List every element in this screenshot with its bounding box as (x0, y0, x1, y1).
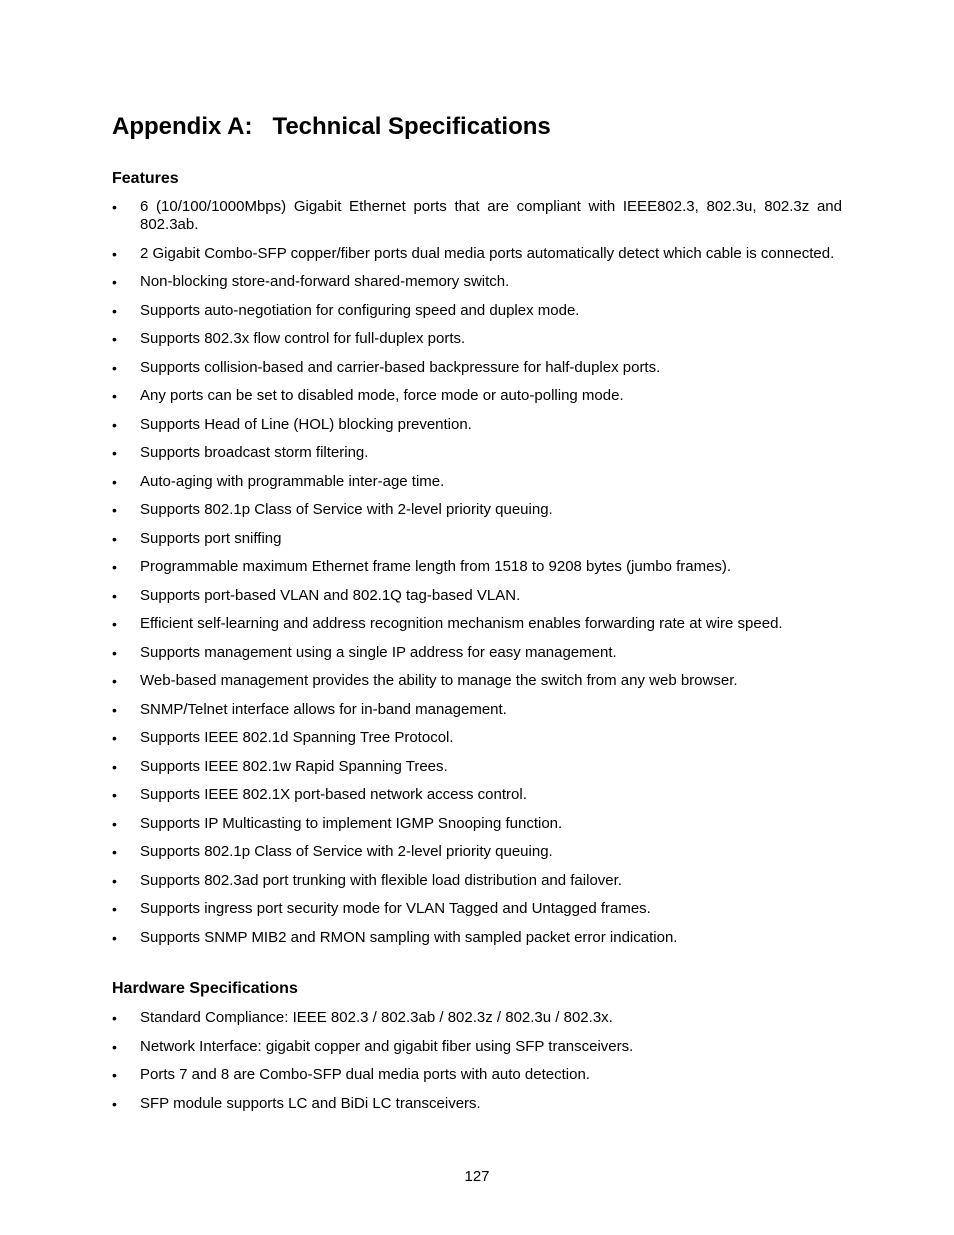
feature-item: • Supports Head of Line (HOL) blocking prevention. (112, 416, 842, 434)
feature-item: • Programmable maximum Ethernet frame length from 1518 to 9208 bytes (jumbo frames). (112, 558, 842, 576)
feature-item: • SNMP/Telnet interface allows for in-band management. (112, 701, 842, 719)
feature-item: • Supports 802.1p Class of Service with 2-level priority queuing. (112, 501, 842, 519)
feature-item: • Supports broadcast storm filtering. (112, 444, 842, 462)
feature-item: • 2 Gigabit Combo-SFP copper/fiber ports dual media ports automatically detect which cable is connected. (112, 245, 842, 263)
feature-item: • Auto-aging with programmable inter-age time. (112, 473, 842, 491)
feature-item: • Supports collision-based and carrier-based backpressure for half-duplex ports. (112, 359, 842, 377)
feature-item: • Supports port-based VLAN and 802.1Q tag-based VLAN. (112, 587, 842, 605)
feature-item: • Supports 802.1p Class of Service with 2-level priority queuing. (112, 843, 842, 861)
feature-item: • Supports 802.3x flow control for full-duplex ports. (112, 330, 842, 348)
hardware-specifications-heading: Hardware Specifications (112, 980, 298, 997)
feature-item: • Supports SNMP MIB2 and RMON sampling with sampled packet error indication. (112, 929, 842, 947)
page-title: Appendix A: Technical Specifications (112, 113, 551, 140)
feature-item: • 6 (10/100/1000Mbps) Gigabit Ethernet ports that are compliant with IEEE802.3, 802.3u, 802.3z and 802.3ab. (112, 198, 842, 234)
features-heading: Features (112, 170, 179, 187)
feature-item: • Non-blocking store-and-forward shared-memory switch. (112, 273, 842, 291)
hardware-item: • SFP module supports LC and BiDi LC transceivers. (112, 1095, 842, 1113)
feature-item: • Supports management using a single IP address for easy management. (112, 644, 842, 662)
feature-item: • Web-based management provides the ability to manage the switch from any web browser. (112, 672, 842, 690)
feature-item: • Supports 802.3ad port trunking with flexible load distribution and failover. (112, 872, 842, 890)
feature-item: • Any ports can be set to disabled mode, force mode or auto-polling mode. (112, 387, 842, 405)
feature-item: • Supports IP Multicasting to implement IGMP Snooping function. (112, 815, 842, 833)
hardware-item: • Ports 7 and 8 are Combo-SFP dual media ports with auto detection. (112, 1066, 842, 1084)
features-list (112, 198, 842, 957)
page-number: 127 (464, 1168, 490, 1185)
feature-item: • Supports auto-negotiation for configuring speed and duplex mode. (112, 302, 842, 320)
feature-item: • Supports ingress port security mode for VLAN Tagged and Untagged frames. (112, 900, 842, 918)
feature-item: • Supports IEEE 802.1w Rapid Spanning Trees. (112, 758, 842, 776)
feature-item: • Supports IEEE 802.1d Spanning Tree Protocol. (112, 729, 842, 747)
hardware-item: • Network Interface: gigabit copper and gigabit fiber using SFP transceivers. (112, 1038, 842, 1056)
hardware-item: • Standard Compliance: IEEE 802.3 / 802.3ab / 802.3z / 802.3u / 802.3x. (112, 1009, 842, 1027)
hardware-specifications-list (112, 1009, 842, 1123)
feature-item: • Supports port sniffing (112, 530, 842, 548)
feature-item: • Supports IEEE 802.1X port-based network access control. (112, 786, 842, 804)
feature-item: • Efficient self-learning and address recognition mechanism enables forwarding rate at wire speed. (112, 615, 842, 633)
